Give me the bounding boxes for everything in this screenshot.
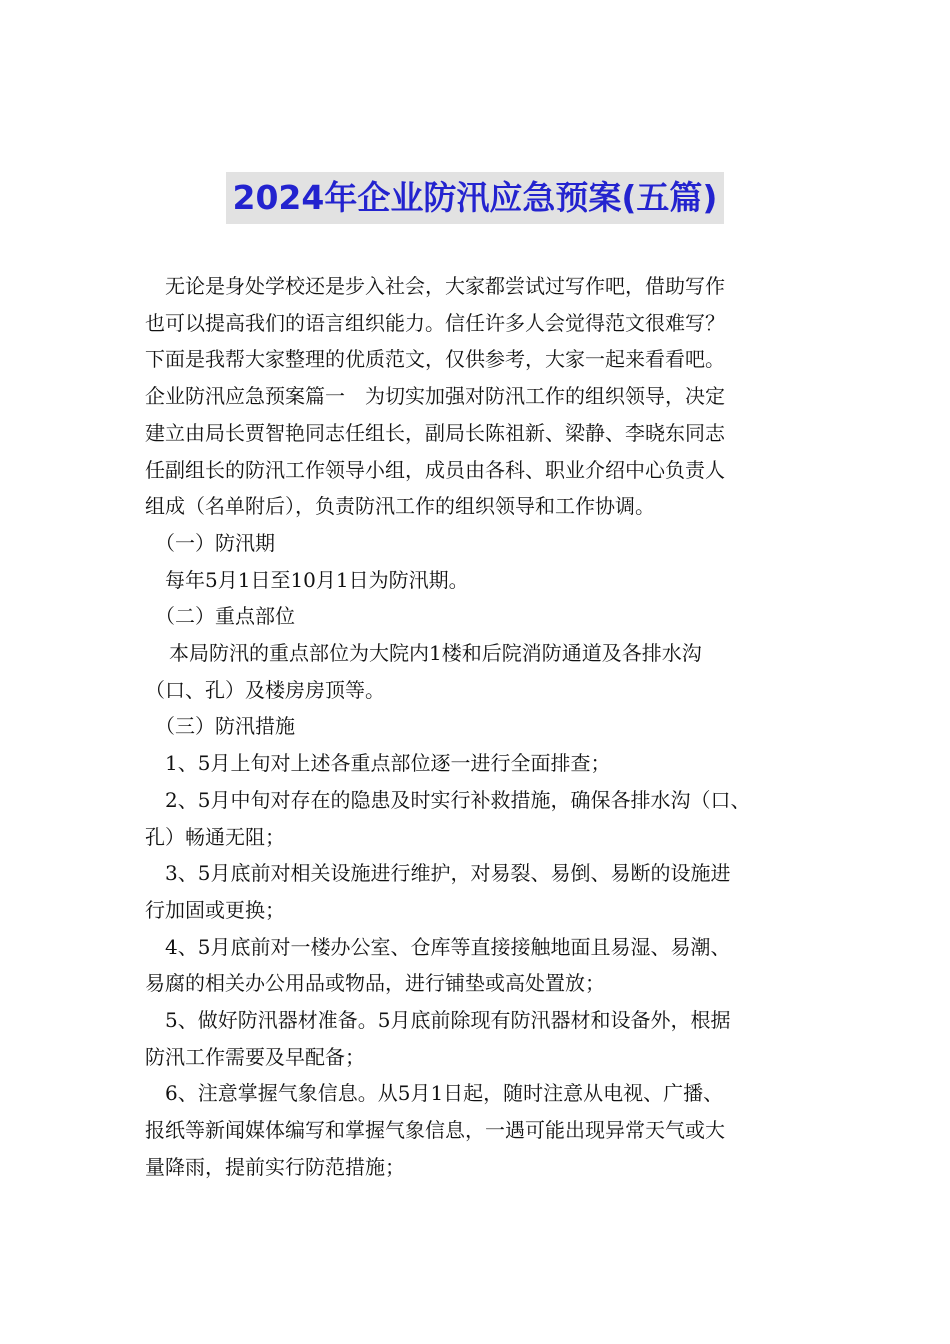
text-line: （一）防汛期 [155,530,275,555]
paragraph [145,268,810,378]
paragraph [145,745,810,782]
text-line: 企业防汛应急预案篇一 为切实加强对防汛工作的组织领导，决定 [145,384,725,409]
paragraph [145,708,810,745]
text-line: 任副组长的防汛工作领导小组，成员由各科、职业介绍中心负责人 [145,457,725,482]
text-line: 1、5月上旬对上述各重点部位逐一进行全面排查； [165,751,611,776]
text-line: 下面是我帮大家整理的优质范文，仅供参考，大家一起来看看吧。 [145,347,725,372]
text-line: 3、5月底前对相关设施进行维护，对易裂、易倒、易断的设施进 [165,861,731,886]
paragraph [145,635,810,708]
text-line: 易腐的相关办公用品或物品，进行铺垫或高处置放； [145,971,605,996]
text-line: 量降雨，提前实行防范措施； [145,1154,405,1179]
document-body [145,268,810,1186]
text-line: 行加固或更换； [145,897,285,922]
paragraph [145,1075,810,1185]
paragraph [145,525,810,562]
text-line: （二）重点部位 [155,604,295,629]
paragraph [145,562,810,599]
document-title: 2024年企业防汛应急预案(五篇) [226,172,723,224]
paragraph [145,598,810,635]
text-line: 孔）畅通无阻； [145,824,285,849]
text-line: 4、5月底前对一楼办公室、仓库等直接接触地面且易湿、易潮、 [165,934,731,959]
text-line: 组成（名单附后），负责防汛工作的组织领导和工作协调。 [145,494,655,519]
text-line: （口、孔）及楼房房顶等。 [145,677,385,702]
text-line: 建立由局长贾智艳同志任组长，副局长陈祖新、梁静、李晓东同志 [145,420,725,445]
text-line: 无论是身处学校还是步入社会，大家都尝试过写作吧，借助写作 [165,274,725,298]
paragraph [145,378,810,525]
text-line: 防汛工作需要及早配备； [145,1044,365,1069]
paragraph [145,1002,810,1075]
paragraph [145,929,810,1002]
text-line: 报纸等新闻媒体编写和掌握气象信息，一遇可能出现异常天气或大 [145,1118,725,1143]
text-line: 每年5月1日至10月1日为防汛期。 [165,567,469,592]
text-line: 2、5月中旬对存在的隐患及时实行补救措施，确保各排水沟（口、 [165,787,751,812]
text-line: 6、注意掌握气象信息。从5月1日起，随时注意从电视、广播、 [165,1081,724,1106]
text-line: 本局防汛的重点部位为大院内1楼和后院消防通道及各排水沟 [169,641,702,666]
title-container [0,172,950,224]
text-line: 也可以提高我们的语言组织能力。信任许多人会觉得范文很难写？ [145,310,725,335]
paragraph [145,782,810,855]
text-line: 5、做好防汛器材准备。5月底前除现有防汛器材和设备外，根据 [165,1008,731,1033]
paragraph [145,855,810,928]
text-line: （三）防汛措施 [155,714,295,739]
